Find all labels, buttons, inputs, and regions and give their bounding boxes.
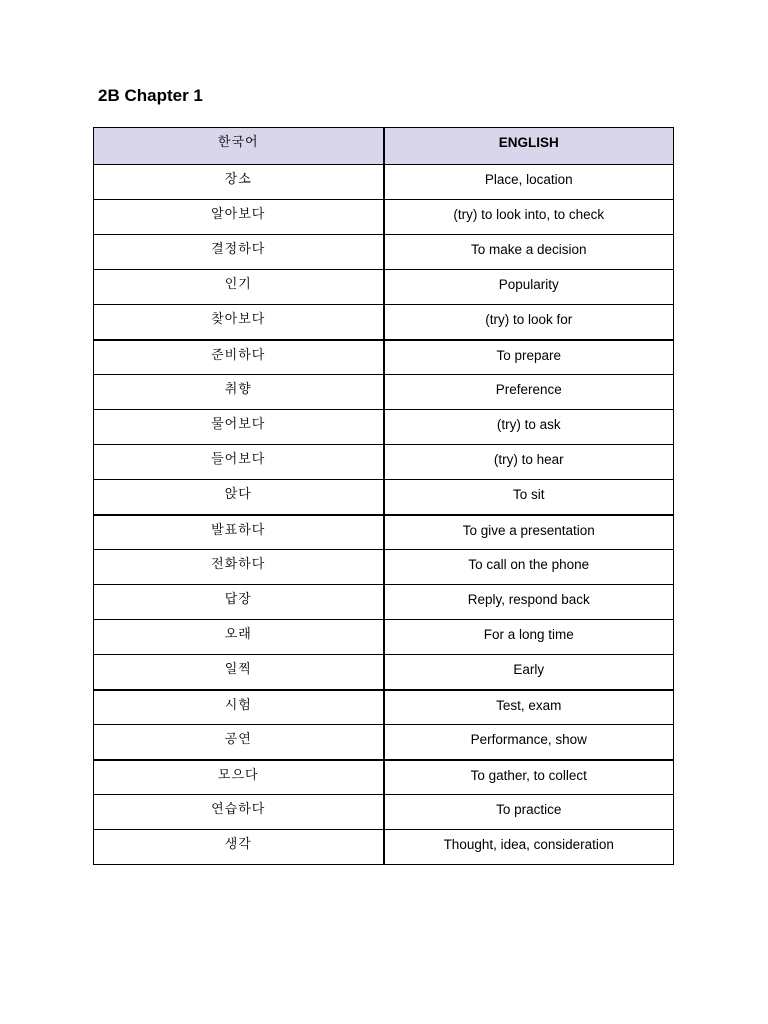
english-meaning: To prepare [384,340,674,375]
table-header-row [94,128,674,165]
english-meaning: For a long time [384,620,674,655]
english-meaning: Early [384,655,674,690]
english-meaning: To practice [384,795,674,830]
korean-term: 물어보다 [94,410,384,445]
english-meaning: Performance, show [384,725,674,760]
english-meaning: Thought, idea, consideration [384,830,674,865]
table-row [94,725,674,760]
table-row [94,760,674,795]
table-row [94,585,674,620]
table-row [94,515,674,550]
table-row [94,795,674,830]
english-meaning: To make a decision [384,235,674,270]
korean-term: 찾아보다 [94,305,384,340]
column-header-english: ENGLISH [384,128,674,165]
korean-term: 생각 [94,830,384,865]
table-row [94,480,674,515]
table-row [94,270,674,305]
korean-term: 답장 [94,585,384,620]
korean-term: 장소 [94,165,384,200]
english-meaning: (try) to hear [384,445,674,480]
table-row [94,235,674,270]
english-meaning: To sit [384,480,674,515]
english-meaning: Place, location [384,165,674,200]
korean-term: 결정하다 [94,235,384,270]
vocabulary-table [93,127,674,865]
korean-term: 들어보다 [94,445,384,480]
english-meaning: (try) to look into, to check [384,200,674,235]
table-row [94,165,674,200]
table-row [94,340,674,375]
english-meaning: (try) to ask [384,410,674,445]
korean-term: 발표하다 [94,515,384,550]
table-row [94,830,674,865]
korean-term: 취향 [94,375,384,410]
english-meaning: Popularity [384,270,674,305]
korean-term: 인기 [94,270,384,305]
english-meaning: Test, exam [384,690,674,725]
korean-term: 전화하다 [94,550,384,585]
korean-term: 준비하다 [94,340,384,375]
table-row [94,305,674,340]
korean-term: 시험 [94,690,384,725]
korean-term: 일찍 [94,655,384,690]
table-row [94,690,674,725]
korean-term: 알아보다 [94,200,384,235]
page-title: 2B Chapter 1 [98,86,203,105]
korean-term: 오래 [94,620,384,655]
english-meaning: (try) to look for [384,305,674,340]
english-meaning: Reply, respond back [384,585,674,620]
table-row [94,200,674,235]
korean-term: 모으다 [94,760,384,795]
korean-term: 공연 [94,725,384,760]
english-meaning: To call on the phone [384,550,674,585]
english-meaning: To give a presentation [384,515,674,550]
table-row [94,375,674,410]
korean-term: 앉다 [94,480,384,515]
table-row [94,655,674,690]
table-row [94,550,674,585]
table-row [94,410,674,445]
table-row [94,445,674,480]
korean-term: 연습하다 [94,795,384,830]
column-header-korean: 한국어 [94,128,384,165]
table-row [94,620,674,655]
english-meaning: To gather, to collect [384,760,674,795]
english-meaning: Preference [384,375,674,410]
